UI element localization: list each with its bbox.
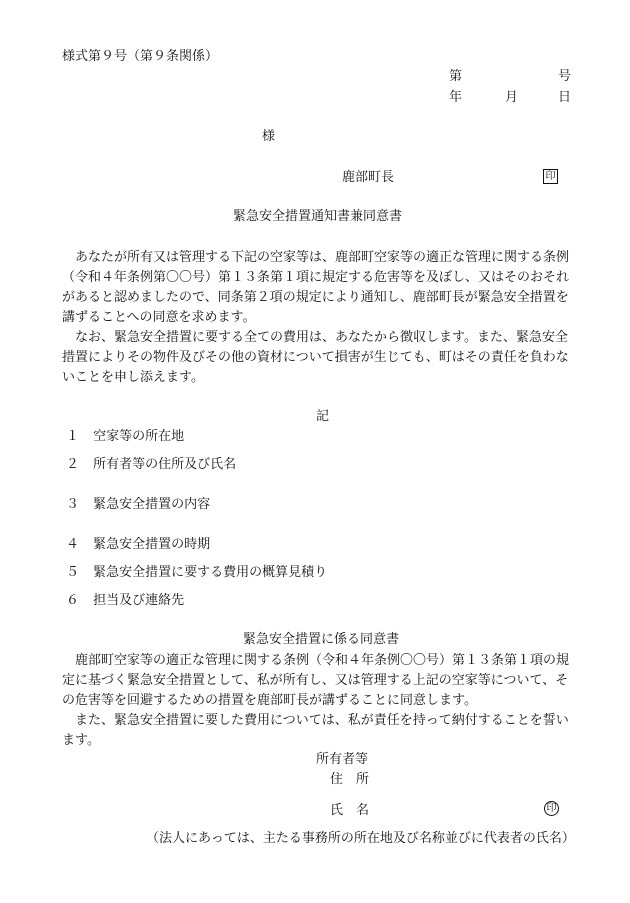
item-number: ３ <box>66 497 80 512</box>
text-line: 措置によりその物件及びその他の資材について損害が生じても、町はその責任を負わな <box>62 350 569 365</box>
text-line: あなたが所有又は管理する下記の空家等は、鹿部町空家等の適正な管理に関する条例 <box>75 250 570 265</box>
owner-seal-mark <box>544 801 559 816</box>
owner-label: 所有者等 <box>316 752 369 767</box>
notice-paragraph-2 <box>62 328 582 388</box>
ki-heading: 記 <box>316 409 330 424</box>
consent-paragraph-2 <box>62 711 582 751</box>
consent-title: 緊急安全措置に係る同意書 <box>243 632 400 647</box>
item-label: 所有者等の住所及び氏名 <box>93 457 237 472</box>
text-line: 講ずることへの同意を求めます。 <box>62 310 256 325</box>
item-3 <box>66 498 210 511</box>
text-line: なお、緊急安全措置に要する全ての費用は、あなたから徴収します。また、緊急安全 <box>75 330 568 345</box>
text-line: ます。 <box>62 733 100 748</box>
address-label: 住 所 <box>330 772 370 787</box>
seal-icon: 印 <box>543 169 558 184</box>
item-number: １ <box>66 429 80 444</box>
item-5 <box>66 566 327 579</box>
text-line: の危害等を回避するための措置を鹿部町長が講ずることに同意します。 <box>62 693 477 708</box>
text-line: 鹿部町空家等の適正な管理に関する条例（令和４年条例〇〇号）第１３条第１項の規 <box>75 653 570 668</box>
item-number: ５ <box>66 565 80 580</box>
text-line: 定に基づく緊急安全措置として、私が所有し、又は管理する上記の空家等について、そ <box>62 673 569 688</box>
seal-mark <box>543 169 558 184</box>
date-year: 年 <box>449 90 463 105</box>
item-2 <box>66 458 236 471</box>
text-line: また、緊急安全措置に要した費用については、私が責任を持って納付することを誓い <box>75 713 569 728</box>
item-1 <box>66 430 184 443</box>
date-day: 日 <box>558 90 572 105</box>
item-4 <box>66 538 210 551</box>
item-6 <box>66 594 184 607</box>
text-line: いことを申し添えます。 <box>62 370 204 385</box>
item-number: ２ <box>66 457 80 472</box>
document-title: 緊急安全措置通知書兼同意書 <box>233 209 403 224</box>
item-number: ６ <box>66 593 80 608</box>
name-label: 氏 名 <box>330 803 370 818</box>
item-label: 担当及び連絡先 <box>93 593 185 608</box>
corporate-note: （法人にあっては、主たる事務所の所在地及び名称並びに代表者の氏名） <box>146 831 575 846</box>
addressee-suffix: 様 <box>262 129 276 144</box>
date-month: 月 <box>505 90 519 105</box>
document-number-prefix: 第 <box>449 69 463 84</box>
seal-icon: 印 <box>544 801 559 816</box>
notice-paragraph-1 <box>62 248 582 328</box>
item-label: 緊急安全措置の内容 <box>93 497 211 512</box>
document-number-suffix: 号 <box>558 69 572 84</box>
item-label: 緊急安全措置に要する費用の概算見積り <box>93 565 328 580</box>
consent-paragraph-1 <box>62 651 582 711</box>
item-label: 空家等の所在地 <box>93 429 185 444</box>
item-number: ４ <box>66 537 80 552</box>
item-label: 緊急安全措置の時期 <box>93 537 211 552</box>
sender-name: 鹿部町長 <box>342 170 395 185</box>
text-line: があると認めましたので、同条第２項の規定により通知し、鹿部町長が緊急安全措置を <box>62 290 569 305</box>
text-line: （令和４年条例第〇〇号）第１３条第１項に規定する危害等を及ぼし、又はそのおそれ <box>62 270 570 285</box>
form-label: 様式第９号（第９条関係） <box>62 49 219 64</box>
